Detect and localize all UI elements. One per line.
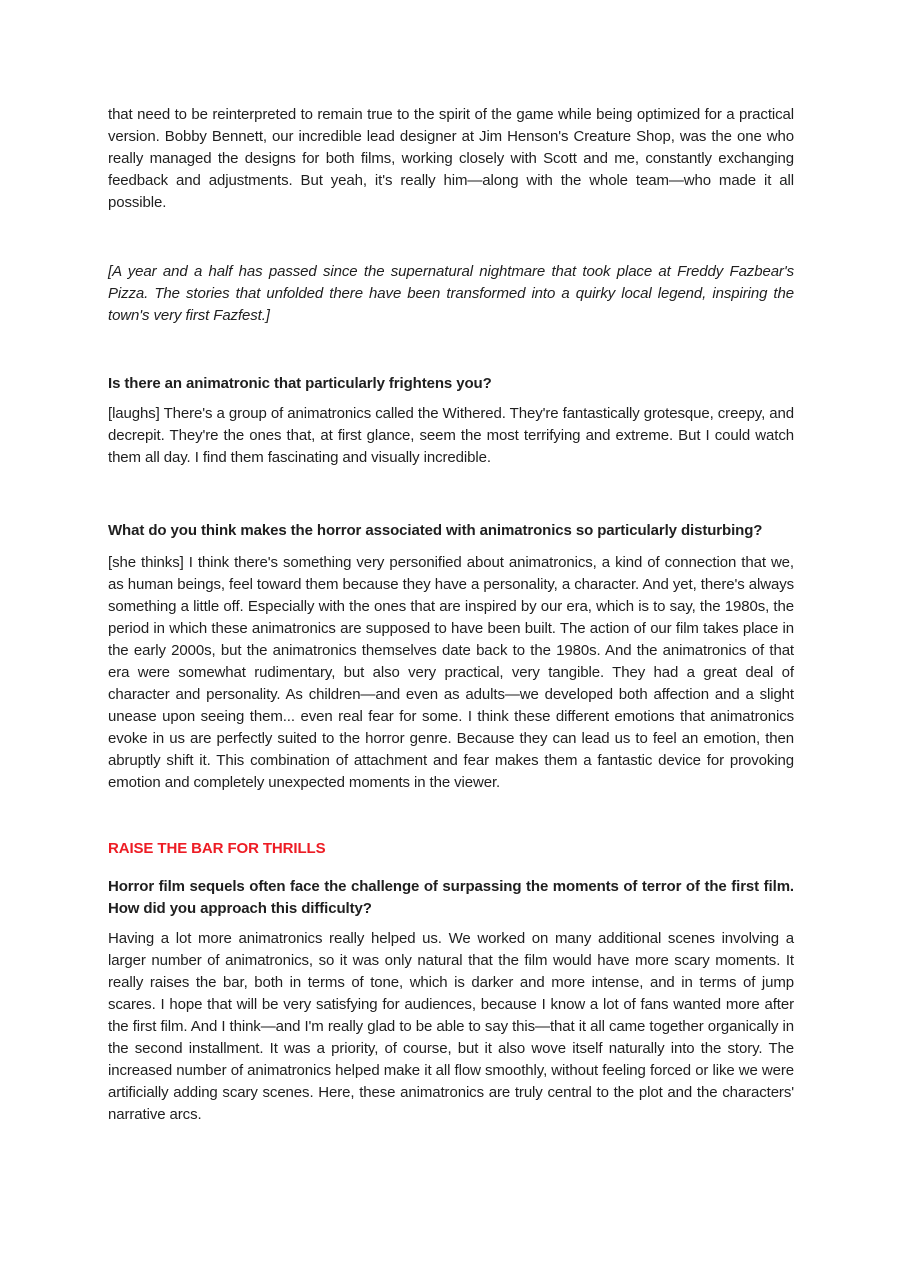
paragraph-designs-continuation: that need to be reinterpreted to remain true to the spirit of the game while being optimized for a practical version. Bobby Bennett, our incredible lead designer at Jim Henson's Creature Shop, was the one who really managed the designs for both films, working closely with Scott and me, constantly exchanging feedback and adjustments. But yeah, it's really him—along with the whole team—who made it all possible. bbox=[108, 106, 794, 211]
question-horror-disturbing: What do you think makes the horror associated with animatronics so particularly disturbing? bbox=[108, 522, 763, 539]
question-sequel-challenge: Horror film sequels often face the challenge of surpassing the moments of terror of the first film. How did you approach this difficulty? bbox=[108, 878, 794, 917]
question-frightening-animatronic: Is there an animatronic that particularly frightens you? bbox=[108, 375, 492, 392]
article-body bbox=[108, 104, 794, 1126]
answer-personified-animatronics: [she thinks] I think there's something very personified about animatronics, a kind of connection that we, as human beings, feel toward them because they have a personality, a character. And yet, there's always something a little off. Especially with the ones that are inspired by our era, which is to say, the 1980s, the period in which these animatronics are supposed to have been built. The action of our film takes place in the early 2000s, but the animatronics themselves date back to the 1980s. And the animatronics of that era were somewhat rudimentary, but also very practical, very tangible. They had a great deal of character and personality. As children—and even as adults—we developed both affection and a slight unease upon seeing them... even real fear for some. I think these different emotions that animatronics evoke in us are perfectly suited to the horror genre. Because they can lead us to feel an emotion, then abruptly shift it. This combination of attachment and fear makes them a fantastic device for provoking emotion and completely unexpected moments in the viewer. bbox=[108, 554, 794, 791]
answer-withered: [laughs] There's a group of animatronics called the Withered. They're fantastically grotesque, creepy, and decrepit. They're the ones that, at first glance, seem the most terrifying and extreme. But I could watch them all day. I find them fascinating and visually incredible. bbox=[108, 405, 794, 466]
narrative-aside: [A year and a half has passed since the supernatural nightmare that took place at Freddy Fazbear's Pizza. The stories that unfolded there have been transformed into a quirky local legend, inspiring the town's very first Fazfest.] bbox=[108, 263, 794, 324]
section-heading-raise-the-bar: RAISE THE BAR FOR THRILLS bbox=[108, 840, 326, 857]
answer-more-animatronics: Having a lot more animatronics really helped us. We worked on many additional scenes involving a larger number of animatronics, so it was only natural that the film would have more scary moments. It really raises the bar, both in terms of tone, which is darker and more intense, and in terms of jump scares. I hope that will be very satisfying for audiences, because I know a lot of fans wanted more after the first film. And I think—and I'm really glad to be able to say this—that it all came together organically in the second installment. It was a priority, of course, but it also wove itself naturally into the story. The increased number of animatronics helped make it all flow smoothly, without feeling forced or like we were artificially adding scary scenes. Here, these animatronics are truly central to the plot and the characters' narrative arcs. bbox=[108, 930, 794, 1123]
